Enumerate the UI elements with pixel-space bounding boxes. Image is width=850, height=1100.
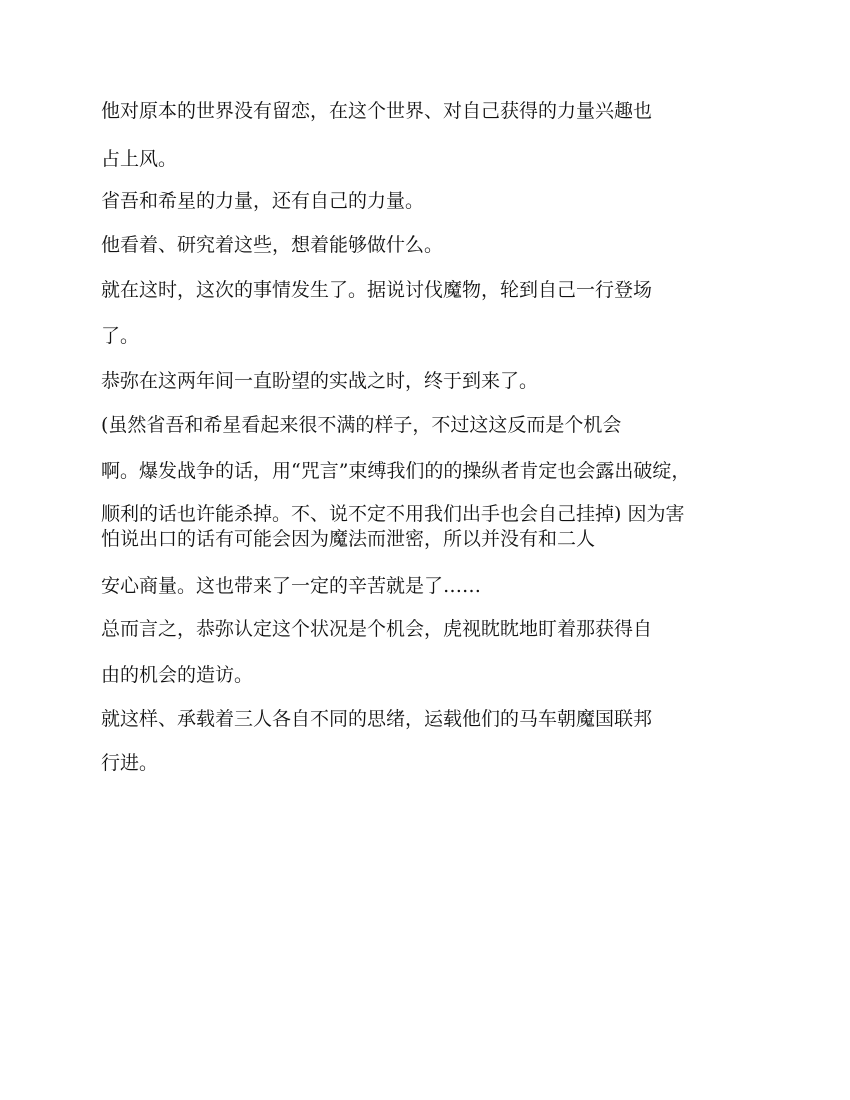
text-line: 就在这时，这次的事情发生了。据说讨伐魔物，轮到自己一行登场 — [101, 279, 653, 301]
text-line: 由的机会的造访。 — [101, 664, 254, 686]
text-line: 啊。爆发战争的话，用“咒言”束缚我们的的操纵者肯定也会露出破绽， — [101, 460, 691, 482]
text-line: 省吾和希星的力量，还有自己的力量。 — [101, 190, 425, 212]
text-line: 了。 — [101, 325, 140, 347]
text-line: 恭弥在这两年间一直盼望的实战之时，终于到来了。 — [101, 370, 539, 392]
text-line: 行进。 — [101, 752, 159, 774]
text-line: 安心商量。这也带来了一定的辛苦就是了…… — [101, 575, 482, 597]
text-line: 他看着、研究着这些，想着能够做什么。 — [101, 234, 444, 256]
text-line: 占上风。 — [101, 148, 178, 170]
text-line: 总而言之，恭弥认定这个状况是个机会，虎视眈眈地盯着那获得自 — [101, 618, 653, 640]
text-line: 他对原本的世界没有留恋，在这个世界、对自己获得的力量兴趣也 — [101, 100, 653, 122]
text-line: 怕说出口的话有可能会因为魔法而泄密，所以并没有和二人 — [101, 528, 596, 550]
text-line: (虽然省吾和希星看起来很不满的样子，不过这这反而是个机会 — [101, 414, 622, 436]
text-line: 顺利的话也许能杀掉。不、说不定不用我们出手也会自己挂掉) 因为害 — [101, 503, 685, 525]
text-line: 就这样、承载着三人各自不同的思绪，运载他们的马车朝魔国联邦 — [101, 708, 653, 730]
